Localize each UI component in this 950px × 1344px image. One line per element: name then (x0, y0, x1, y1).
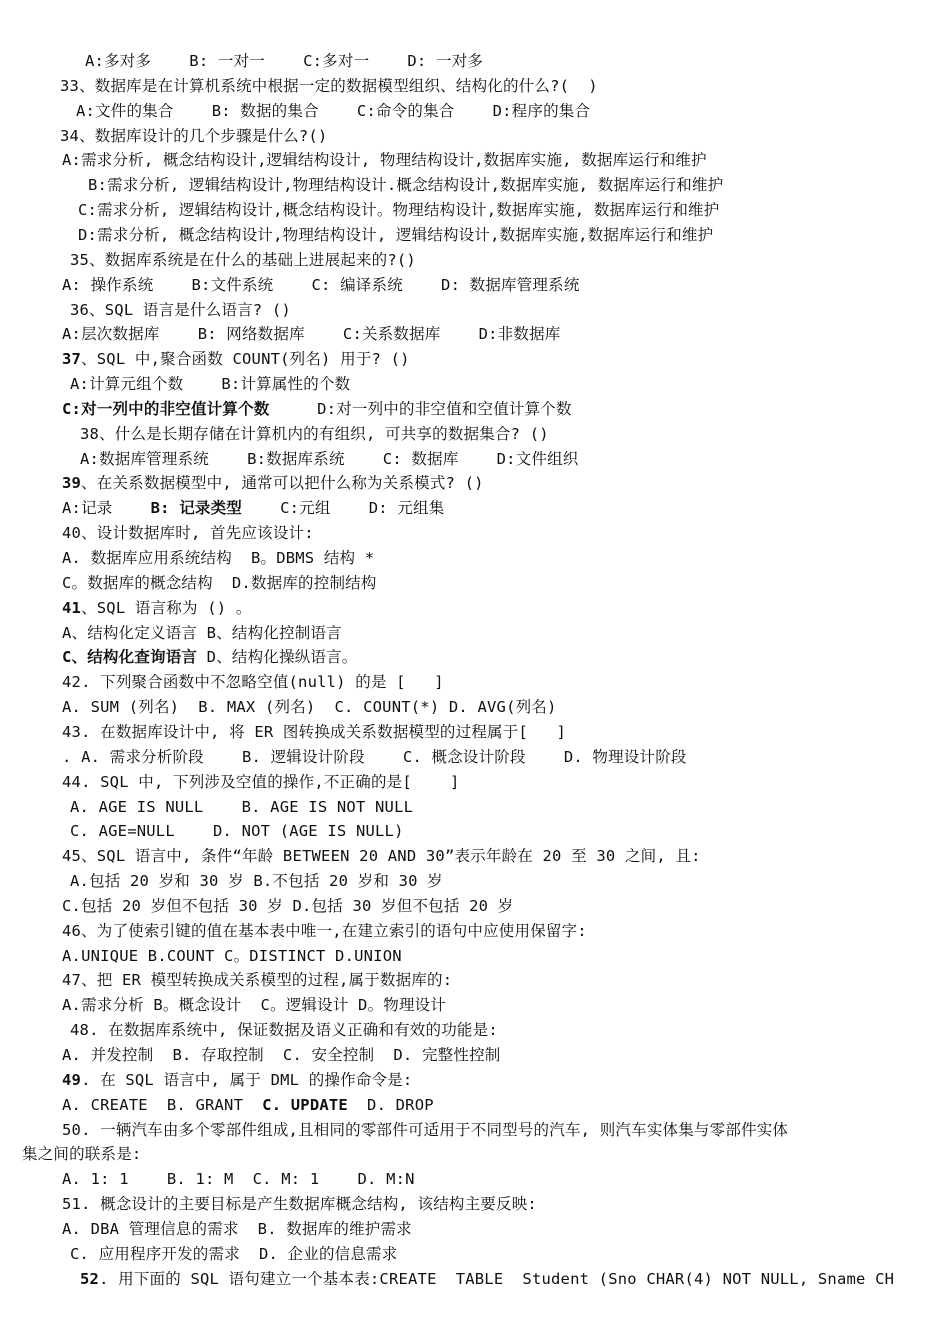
text-line (62, 946, 402, 966)
text-line (62, 747, 687, 767)
text-segment: 34、数据库设计的几个步骤是什么?() (60, 127, 328, 145)
text-line (62, 921, 587, 941)
text-line (22, 1144, 141, 1164)
text-segment: A:数据库管理系统 B:数据库系统 C: 数据库 D:文件组织 (80, 450, 579, 468)
text-line (60, 126, 327, 146)
text-line (62, 573, 377, 593)
bold-text: 49 (62, 1071, 82, 1089)
text-line (70, 374, 350, 394)
text-line (70, 250, 416, 270)
text-segment: A:需求分析, 概念结构设计,逻辑结构设计, 物理结构设计,数据库实施, 数据库运行和维护 (62, 151, 707, 169)
text-segment: A.需求分析 B。概念设计 C。逻辑设计 D。物理设计 (62, 996, 447, 1014)
text-line (60, 76, 598, 96)
text-segment: A. AGE IS NULL B. AGE IS NOT NULL (70, 798, 414, 816)
text-line (62, 1095, 434, 1115)
text-segment: A. SUM (列名) B. MAX (列名) C. COUNT(*) D. AVG(列名) (62, 698, 557, 716)
text-segment: 44. SQL 中, 下列涉及空值的操作,不正确的是[ ] (62, 773, 460, 791)
text-line (62, 1169, 415, 1189)
text-segment: A、结构化定义语言 B、结构化控制语言 (62, 624, 342, 642)
text-segment: A:记录 (62, 499, 151, 517)
text-line (62, 1219, 412, 1239)
text-line (62, 1120, 788, 1140)
text-segment: C。数据库的概念结构 D.数据库的控制结构 (62, 574, 377, 592)
text-line (62, 995, 446, 1015)
text-line (80, 449, 578, 469)
text-segment: A:多对多 B: 一对一 C:多对一 D: 一对多 (85, 52, 484, 70)
text-segment: 45、SQL 语言中, 条件“年龄 BETWEEN 20 AND 30”表示年龄在 20 至 30 之间, 且: (62, 847, 701, 865)
text-line (85, 51, 483, 71)
text-segment: A.UNIQUE B.COUNT C。DISTINCT D.UNION (62, 947, 402, 965)
text-line (62, 772, 460, 792)
text-segment: A. 1: 1 B. 1: M C. M: 1 D. M:N (62, 1170, 415, 1188)
text-segment: . 在 SQL 语言中, 属于 DML 的操作命令是: (81, 1071, 413, 1089)
text-line (78, 200, 719, 220)
text-segment: C.包括 20 岁但不包括 30 岁 D.包括 30 岁但不包括 20 岁 (62, 897, 514, 915)
text-line (62, 150, 707, 170)
text-segment: A:文件的集合 B: 数据的集合 C:命令的集合 D:程序的集合 (76, 102, 591, 120)
text-line (62, 349, 410, 369)
text-segment: B:需求分析, 逻辑结构设计,物理结构设计.概念结构设计,数据库实施, 数据库运行和维护 (88, 176, 724, 194)
text-segment: C:需求分析, 逻辑结构设计,概念结构设计。物理结构设计,数据库实施, 数据库运行和维护 (78, 201, 720, 219)
text-segment: 43. 在数据库设计中, 将 ER 图转换成关系数据模型的过程属于[ ] (62, 723, 567, 741)
text-segment: 35、数据库系统是在什么的基础上进展起来的?() (70, 251, 416, 269)
text-line (62, 498, 444, 518)
text-line (62, 672, 444, 692)
text-line (62, 623, 342, 643)
text-segment: 48. 在数据库系统中, 保证数据及语义正确和有效的功能是: (70, 1021, 498, 1039)
text-segment: A.包括 20 岁和 30 岁 B.不包括 20 岁和 30 岁 (70, 872, 443, 890)
text-segment: 50. 一辆汽车由多个零部件组成,且相同的零部件可适用于不同型号的汽车, 则汽车实体集与零部件实体 (62, 1121, 789, 1139)
text-segment: 36、SQL 语言是什么语言? () (70, 301, 291, 319)
text-line (80, 1269, 894, 1289)
text-segment: D:需求分析, 概念结构设计,物理结构设计, 逻辑结构设计,数据库实施,数据库运行和维护 (78, 226, 714, 244)
bold-text: 37 (62, 350, 82, 368)
bold-text: 52 (80, 1270, 100, 1288)
text-segment: A. CREATE B. GRANT (62, 1096, 263, 1114)
text-line (62, 1045, 500, 1065)
text-segment: 、SQL 中,聚合函数 COUNT(列名) 用于? () (81, 350, 410, 368)
text-line (62, 399, 572, 419)
text-segment: 、在关系数据模型中, 通常可以把什么称为关系模式? () (81, 474, 484, 492)
text-segment: D:对一列中的非空值和空值计算个数 (269, 400, 572, 418)
text-segment: A: 操作系统 B:文件系统 C: 编译系统 D: 数据库管理系统 (62, 276, 580, 294)
text-line (62, 324, 560, 344)
text-segment: . A. 需求分析阶段 B. 逻辑设计阶段 C. 概念设计阶段 D. 物理设计阶段 (62, 748, 687, 766)
text-segment: C. AGE=NULL D. NOT (AGE IS NULL) (70, 822, 404, 840)
text-segment: A. 数据库应用系统结构 B。DBMS 结构 * (62, 549, 375, 567)
text-line (76, 101, 590, 121)
text-line (70, 300, 291, 320)
text-line (70, 797, 413, 817)
text-line (70, 871, 443, 891)
text-line (62, 523, 314, 543)
text-segment: C:元组 D: 元组集 (242, 499, 445, 517)
bold-text: B: 记录类型 (150, 499, 242, 517)
text-segment: A:层次数据库 B: 网络数据库 C:关系数据库 D:非数据库 (62, 325, 561, 343)
text-line (62, 647, 358, 667)
text-segment: A. DBA 管理信息的需求 B. 数据库的维护需求 (62, 1220, 412, 1238)
text-segment: A. 并发控制 B. 存取控制 C. 安全控制 D. 完整性控制 (62, 1046, 501, 1064)
text-segment: 33、数据库是在计算机系统中根据一定的数据模型组织、结构化的什么?( ) (60, 77, 598, 95)
text-segment: 47、把 ER 模型转换成关系模型的过程,属于数据库的: (62, 971, 453, 989)
text-segment: 、SQL 语言称为 () 。 (81, 599, 252, 617)
text-line (62, 697, 557, 717)
text-line (88, 175, 723, 195)
text-line (62, 1070, 412, 1090)
text-line (70, 1020, 498, 1040)
text-line (62, 970, 452, 990)
text-line (62, 473, 484, 493)
text-segment: 46、为了使索引键的值在基本表中唯一,在建立索引的语句中应使用保留字: (62, 922, 587, 940)
text-segment: 40、设计数据库时, 首先应该设计: (62, 524, 314, 542)
text-segment: 38、什么是长期存储在计算机内的有组织, 可共享的数据集合? () (80, 425, 549, 443)
text-segment: . 用下面的 SQL 语句建立一个基本表:CREATE TABLE Student (Sno CHAR(4) NOT NULL, Sname CH (99, 1270, 895, 1288)
bold-text: C. UPDATE (262, 1096, 348, 1114)
text-line (70, 1244, 397, 1264)
text-line (62, 548, 374, 568)
text-segment: 42. 下列聚合函数中不忽略空值(null) 的是 [ ] (62, 673, 444, 691)
bold-text: 41 (62, 599, 82, 617)
bold-text: C、结构化查询语言 (62, 648, 198, 666)
text-segment: A:计算元组个数 B:计算属性的个数 (70, 375, 351, 393)
bold-text: C:对一列中的非空值计算个数 (62, 400, 270, 418)
text-segment: 集之间的联系是: (22, 1145, 142, 1163)
text-line (70, 821, 404, 841)
text-segment: D. DROP (347, 1096, 434, 1114)
text-line (80, 424, 549, 444)
text-line (62, 275, 580, 295)
text-line (62, 1194, 537, 1214)
bold-text: 39 (62, 474, 82, 492)
text-line (62, 846, 701, 866)
text-line (78, 225, 713, 245)
text-segment: C. 应用程序开发的需求 D. 企业的信息需求 (70, 1245, 398, 1263)
text-line (62, 896, 513, 916)
text-segment: D、结构化操纵语言。 (197, 648, 358, 666)
text-line (62, 598, 252, 618)
text-segment: 51. 概念设计的主要目标是产生数据库概念结构, 该结构主要反映: (62, 1195, 537, 1213)
text-line (62, 722, 566, 742)
